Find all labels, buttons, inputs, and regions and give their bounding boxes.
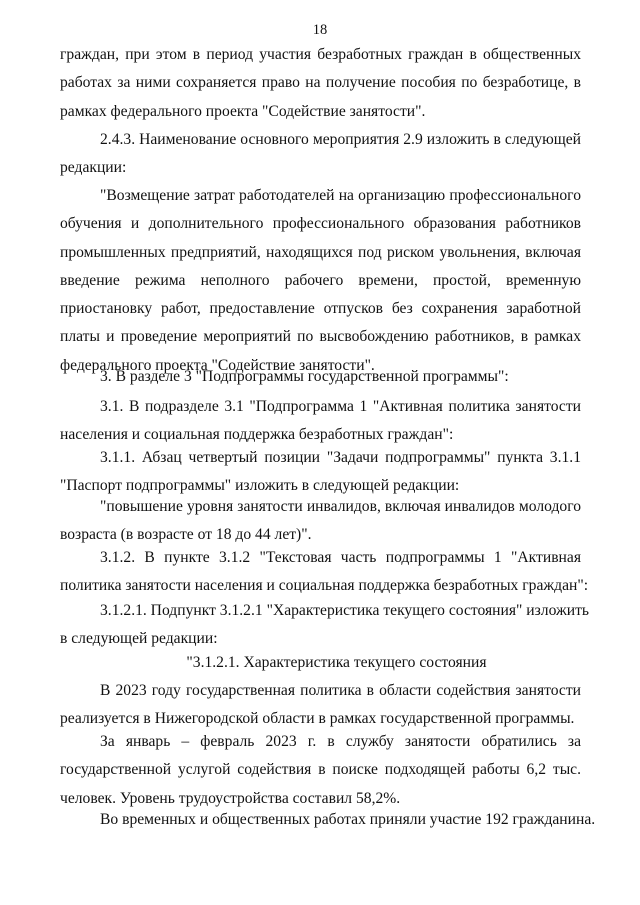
text-line: 2.4.3. Наименование основного мероприятия 2.9 изложить в следующей [100,131,581,148]
text-line: работах за ними сохраняется право на получение пособия по безработице, в [60,74,581,92]
text-line: 3.1.2. В пункте 3.1.2 "Текстовая часть подпрограммы 1 "Активная [100,549,581,566]
paragraph-item-3-1 [60,393,581,450]
paragraph-item-3-1-2 [60,544,589,601]
paragraph-item-3-1-2-1 [60,597,590,654]
text-line: рамках федерального проекта "Содействие занятости". [60,102,426,120]
text-line: приостановку работ, предоставление отпусков без сохранения заработной [60,300,581,318]
text-line: промышленных предприятий, находящихся под риском увольнения, включая [60,243,581,261]
paragraph-temporary-works [60,806,596,834]
text-line: в следующей редакции: [60,630,218,648]
paragraph-item-2-4-3 [60,126,581,183]
text-line: обучения и дополнительного профессионального образования работников [60,215,581,233]
text-line: В 2023 году государственная политика в области содействия занятости [100,682,581,699]
text-line: "Возмещение затрат работодателей на организацию профессионального [100,187,581,204]
text-line: платы и проведение мероприятий по высвобождению работников, в рамках [60,328,581,346]
paragraph-continuation [60,41,581,126]
text-line: реализуется в Нижегородской области в рамках государственной программы. [60,710,575,728]
text-line: Во временных и общественных работах приняли участие 192 гражданина. [100,811,596,828]
text-line: "повышение уровня занятости инвалидов, включая инвалидов молодого [100,498,581,515]
paragraph-quoted-task [60,493,581,550]
paragraph-quoted-measure [60,182,581,380]
text-line: граждан, при этом в период участия безработных граждан в общественных [60,46,581,63]
text-line: редакции: [60,159,127,177]
text-line: возраста (в возрасте от 18 до 44 лет)". [60,526,312,544]
paragraph-section-3 [60,363,581,391]
text-line: "Паспорт подпрограммы" изложить в следующей редакции: [60,477,460,495]
paragraph-jan-feb-stats [60,728,581,813]
text-line: 3. В разделе 3 "Подпрограммы государственной программы": [100,368,509,385]
text-line: политика занятости населения и социальная поддержка безработных граждан": [60,577,589,595]
text-line: населения и социальная поддержка безработных граждан": [60,426,454,444]
text-line: человек. Уровень трудоустройства составил 58,2%. [60,789,401,807]
page-number: 18 [312,22,328,38]
text-line: введение режима неполного рабочего времени, простой, временную [60,271,581,289]
text-line: федерального проекта "Содействие занятости". [60,356,375,374]
text-line: За январь – февраль 2023 г. в службу занятости обратились за [100,733,581,750]
text-line: государственной услугой содействия в поиске подходящей работы 6,2 тыс. [60,761,581,779]
subsection-heading [60,649,581,677]
text-line: "3.1.2.1. Характеристика текущего состояния [186,654,487,671]
text-line: 3.1.2.1. Подпункт 3.1.2.1 "Характеристика текущего состояния" изложить [100,602,590,619]
text-line: 3.1.1. Абзац четвертый позиции "Задачи подпрограммы" пункта 3.1.1 [100,449,581,466]
paragraph-policy-2023 [60,677,581,734]
text-line: 3.1. В подразделе 3.1 "Подпрограмма 1 "Активная политика занятости [100,398,581,415]
